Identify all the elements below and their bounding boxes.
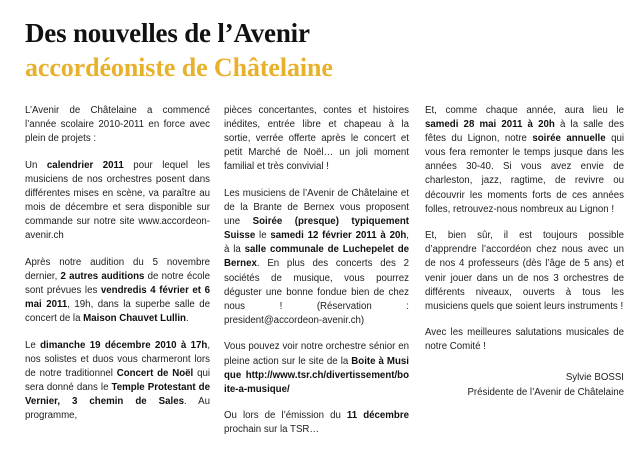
paragraph: Avec les meilleures salutations musicales de notre Comité ! (425, 327, 624, 353)
masthead (0, 0, 644, 83)
paragraph (25, 339, 210, 424)
paragraph (224, 340, 409, 396)
emphasis-calendrier: calendrier 2011 (46, 159, 124, 171)
emphasis-soiree-suisse: Soirée (presque) typiquement Suisse (224, 216, 409, 242)
emphasis-boite-a-musique-url: Boite à Musique http://www.tsr.ch/divertissement/boite-a-musique/ (224, 355, 409, 395)
emphasis-dates-auditions: vendredis 4 février et 6 mai 2011 (25, 285, 210, 311)
text-run: le (255, 230, 271, 242)
page-title: Des nouvelles de l’Avenir (25, 18, 310, 48)
emphasis-venue-luchepelet: salle communale de Luchepelet de Bernex (224, 244, 409, 270)
article-column-2 (224, 104, 409, 437)
text-run: Le (25, 339, 41, 351)
text-run: , nos solistes et duos vous charmeront lors de notre traditionnel (25, 339, 210, 379)
emphasis-date-emission: 11 décembre (346, 410, 409, 422)
text-run: . Au programme, (25, 396, 210, 422)
paragraph (25, 256, 210, 326)
emphasis-date-soiree: samedi 12 février 2011 à 20h (270, 230, 407, 242)
text-run: qui vous fera remonter le temps jusque dans les années 30-40. Si vous avez envie de charleston, jazz, ragtime, de revivre ou découvrir les moments forts de ces années folles, retrouvez-nous nombreux au Lignon ! (425, 133, 624, 215)
paragraph: Et, bien sûr, il est toujours possible d’apprendre l’accordéon chez nous avec un de nos 4 professeurs (dès l’âge de 5 ans) et venir jouer dans un de nos 3 orchestres de différents niveaux, ouverts à tous les musiciens quels que soient leurs instruments ! (425, 230, 624, 312)
emphasis-date-noel: dimanche 19 décembre 2010 à 17h (40, 339, 208, 351)
text-run: Un (25, 159, 47, 171)
text-run: Ou lors de l’émission du (224, 410, 347, 422)
signature-role: Présidente de l’Avenir de Châtelaine (467, 386, 624, 398)
text-run: Vous pouvez voir notre orchestre sénior en pleine action sur le site de la (224, 341, 409, 367)
emphasis-venue-maison: Maison Chauvet Lullin (83, 313, 186, 325)
emphasis-concert-noel: Concert de Noël (116, 368, 194, 379)
text-run: . (185, 313, 189, 325)
paragraph (224, 187, 409, 328)
paragraph (425, 104, 624, 217)
text-run: Après notre audition du 5 novembre dernier, (25, 256, 210, 282)
text-run: à la salle des fêtes du Lignon, notre (425, 119, 624, 145)
text-run: . En plus des concerts des 2 sociétés de musique, vous pourrez déguster une bonne fondue bien de chez nous ! (Réservation : president@accordeon-avenir.ch) (224, 258, 409, 326)
emphasis-date-annuelle: samedi 28 mai 2011 à 20h (425, 119, 555, 131)
text-run: Et, comme chaque année, aura lieu le (425, 105, 624, 116)
text-run: qui sera donné dans le (25, 368, 210, 394)
emphasis-venue-temple: Temple Protestant de Vernier, 3 chemin de Sales (25, 382, 210, 408)
article-column-1 (25, 104, 210, 423)
text-run: , à la (224, 230, 409, 256)
paragraph: pièces concertantes, contes et histoires inédites, entrée libre et chapeau à la sortie, verrée offerte après le concert et petit Marché de Noël… un joli moment familial et très convivial ! (224, 105, 409, 173)
text-run: prochain sur la TSR… (224, 424, 320, 436)
paragraph (224, 409, 409, 437)
signature-block (425, 371, 624, 400)
emphasis-soiree-annuelle: soirée annuelle (532, 133, 606, 145)
paragraph (25, 159, 210, 244)
text-run: , 19h, dans la superbe salle de concert de la (25, 299, 210, 325)
text-run: pour lequel les musiciens de nos orchestres posent dans différentes mises en scène, va paraître au mois de décembre et sera disponible sur commande sur notre site www.accordeon-avenir.ch (25, 159, 210, 242)
article-body (0, 104, 644, 464)
signature-name: Sylvie BOSSI (565, 371, 624, 383)
text-run: Les musiciens de l’Avenir de Châtelaine et de la Brante de Bernex vous proposent une (224, 187, 409, 228)
article-column-3 (425, 104, 624, 400)
emphasis-auditions: 2 autres auditions (60, 270, 145, 282)
text-run: de notre école sont prévues les (25, 270, 210, 297)
paragraph: L’Avenir de Châtelaine a commencé l’année scolaire 2010-2011 en force avec plein de projets : (25, 105, 210, 145)
page-subtitle: accordéoniste de Châtelaine (25, 53, 333, 82)
